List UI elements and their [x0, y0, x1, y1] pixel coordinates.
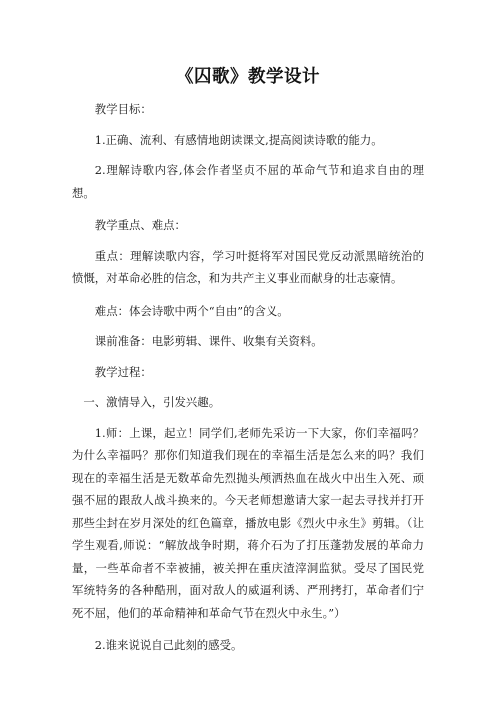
- process-step-2: 2.谁来说说自己此刻的感受。: [94, 638, 243, 652]
- key-point-difficulty: 难点：体会诗歌中两个“自由”的含义。: [94, 303, 289, 318]
- section-label-objectives: 教学目标：: [94, 102, 152, 116]
- document-title: 《囚歌》教学设计: [176, 67, 320, 87]
- objective-item-2: 2.理解诗歌内容,体会作者坚贞不屈的革命气节和追求自由的理想。: [72, 163, 424, 200]
- objective-item-1: 1.正确、流利、有感情地朗读课文,提高阅读诗歌的能力。: [94, 132, 383, 147]
- section-label-key-points: 教学重点、难点：: [94, 218, 186, 232]
- process-step-1-heading: 一、激情导入，引发兴趣。: [83, 395, 221, 409]
- preparation-text: 课前准备：电影剪辑、课件、收集有关资料。: [94, 334, 323, 348]
- document-body: [72, 98, 424, 667]
- process-step-1-body: 1.师：上课，起立！同学们,老师先采访一下大家，你们幸福吗？为什么幸福吗？那你们知道我们现在的幸福生活是怎么来的吗？我们现在的幸福生活是无数革命先烈抛头颅洒热血在战火中出生入死、顽强不屈的跟敌人战斗换来的。今天老师想邀请大家一起去寻找并打开那些尘封在岁月深处的红色篇章，播放电影《烈火中永生》剪辑。（让学生观看,师说：“解放战争时期，蒋介石为了打压蓬勃发展的革命力量，一些革命者不幸被捕，被关押在重庆渣滓洞监狱。受尽了国民党军统特务的各种酷刑，面对敌人的威逼利诱、严刑拷打，革命者们宁死不屈，他们的革命精神和革命气节在烈火中永生。”）: [72, 425, 424, 620]
- section-label-process: 教学过程：: [94, 364, 152, 379]
- key-point-focus: 重点：理解读歌内容，学习叶挺将军对国民党反动派黑暗统治的愤慨，对革命必胜的信念，和为共产主义事业而献身的壮志豪情。: [72, 248, 424, 285]
